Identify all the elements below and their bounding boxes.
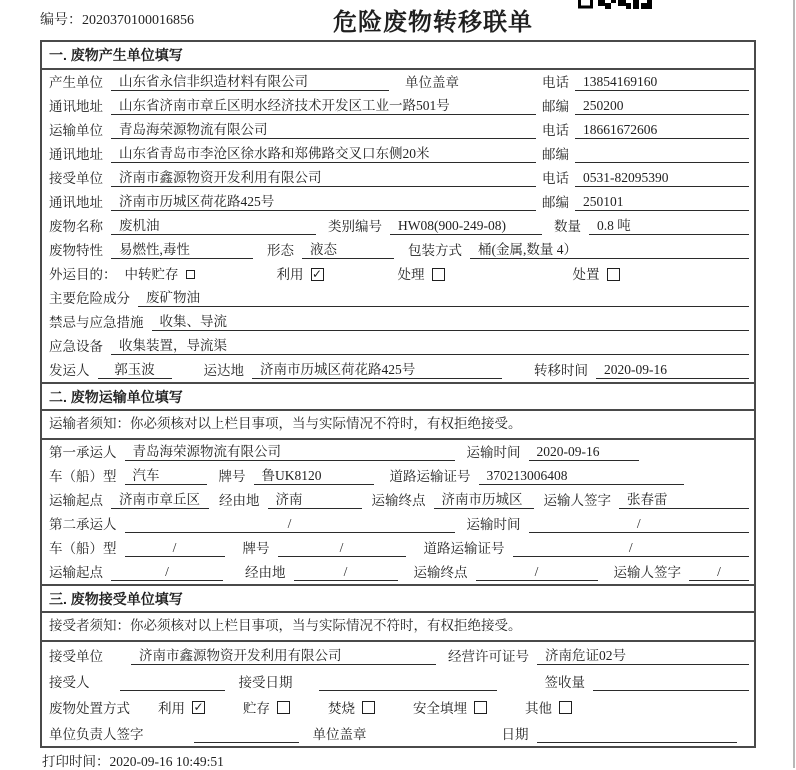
hazard-value: 废矿物油: [138, 289, 749, 307]
transporter-address-value: 山东省青岛市李沧区徐水路和郑佛路交叉口东侧20米: [111, 145, 536, 163]
vehicle2-label: 车（船）型: [49, 541, 117, 556]
transporter-label: 运输单位: [49, 123, 103, 138]
transporter-row: [42, 118, 754, 142]
transport-time2-label: 运输时间: [466, 517, 521, 532]
permit-label: 经营许可证号: [448, 649, 529, 664]
plate1-label: 牌号: [218, 469, 246, 484]
terminal2-label: 运输终点: [413, 565, 468, 580]
via2-value: /: [294, 563, 398, 581]
disposal-utilize-checkbox: [192, 701, 205, 714]
equipment-row: [42, 334, 754, 358]
disposal-landfill-label: 安全填埋: [413, 701, 467, 716]
doc-number-value: 2020370100016856: [82, 13, 194, 28]
transport-time2-value: /: [529, 515, 750, 533]
acceptor-label: 接受人: [49, 675, 90, 690]
transfer-time-label: 转移时间: [534, 363, 588, 378]
producer-address-label: 通讯地址: [49, 99, 103, 114]
date-label: 日期: [501, 727, 529, 742]
section-1-header: 一. 废物产生单位填写: [42, 42, 754, 70]
doc-number-label: 编号：: [40, 13, 82, 28]
sign-qty-value: [593, 674, 749, 691]
producer-phone-label: 电话: [542, 75, 569, 90]
accept-unit-row: [42, 642, 754, 668]
accept-unit-label: 接受单位: [49, 649, 103, 664]
waste-character-value: 易燃性,毒性: [111, 241, 253, 259]
vehicle1-value: 汽车: [125, 467, 207, 485]
origin2-label: 运输起点: [49, 565, 103, 580]
accept-date-value: [319, 674, 497, 691]
via1-value: 济南: [268, 491, 362, 509]
responsible-value: [194, 726, 299, 743]
acceptor-value: [120, 674, 225, 691]
shipper-row: [42, 358, 754, 382]
receiver-value: 济南市鑫源物资开发利用有限公司: [111, 169, 536, 187]
receiver-address-value: 济南市历城区荷花路425号: [111, 193, 536, 211]
transporter-value: 青岛海荣源物流有限公司: [111, 121, 536, 139]
producer-zip-value: 250200: [575, 97, 749, 115]
purpose-dispose-checkbox: [607, 268, 620, 281]
print-time: [42, 750, 224, 770]
form-value: 液态: [302, 241, 394, 259]
destination-value: 济南市历城区荷花路425号: [252, 361, 502, 379]
via2-label: 经由地: [245, 565, 286, 580]
disposal-incinerate-label: 焚烧: [328, 701, 355, 716]
plate2-label: 牌号: [242, 541, 270, 556]
receiver-zip-label: 邮编: [542, 195, 569, 210]
producer-address-row: [42, 94, 754, 118]
disposal-utilize-label: 利用: [158, 701, 185, 716]
origin2-value: /: [111, 563, 223, 581]
disposal-other-label: 其他: [525, 701, 552, 716]
category-label: 类别编号: [328, 219, 382, 234]
section-3-header: 三. 废物接受单位填写: [42, 584, 754, 613]
unit-seal-label-2: 单位盖章: [312, 727, 367, 742]
accept-date-label: 接受日期: [238, 675, 293, 690]
accept-unit-value: 济南市鑫源物资开发利用有限公司: [131, 647, 436, 665]
purpose-treat-checkbox: [432, 268, 445, 281]
receiver-phone-value: 0531-82095390: [575, 169, 749, 187]
receiver-phone-label: 电话: [542, 171, 569, 186]
shipper-label: 发运人: [49, 363, 90, 378]
transporter-zip-label: 邮编: [542, 147, 569, 162]
producer-address-value: 山东省济南市章丘区明水经济技术开发区工业一路501号: [111, 97, 536, 115]
carrier1-label: 第一承运人: [49, 445, 117, 460]
disposal-row: [42, 694, 754, 720]
unit-seal-label: 单位盖章: [405, 75, 459, 90]
license1-value: 370213006408: [479, 467, 684, 485]
origin1-value: 济南市章丘区: [111, 491, 209, 509]
sign1-value: 张春雷: [619, 491, 749, 509]
route1-row: [42, 488, 754, 512]
carrier2-label: 第二承运人: [49, 517, 117, 532]
license2-label: 道路运输证号: [423, 541, 505, 556]
equipment-value: 收集装置，导流渠: [111, 337, 749, 355]
packing-label: 包装方式: [408, 243, 462, 258]
vehicle1-label: 车（船）型: [49, 469, 117, 484]
form-label: 形态: [267, 243, 294, 258]
purpose-transfer-storage-label: 中转贮存: [124, 267, 179, 282]
permit-value: 济南危证02号: [537, 647, 749, 665]
transfer-time-value: 2020-09-16: [596, 361, 749, 379]
vehicle2-value: /: [125, 539, 225, 557]
producer-value: 山东省永信非织造材料有限公司: [111, 73, 389, 91]
page-title: 危险废物转移联单: [333, 9, 533, 36]
carrier2-row: [42, 512, 754, 536]
vehicle2-row: [42, 536, 754, 560]
disposal-landfill-checkbox: [474, 701, 487, 714]
carrier1-value: 青岛海荣源物流有限公司: [125, 443, 455, 461]
purpose-row: [42, 262, 754, 286]
carrier2-value: /: [125, 515, 455, 533]
purpose-transfer-storage-checkbox: [186, 270, 195, 279]
sign2-label: 运输人签字: [613, 565, 681, 580]
license2-value: /: [513, 539, 750, 557]
disposal-incinerate-checkbox: [362, 701, 375, 714]
waste-character-row: [42, 238, 754, 262]
waste-name-label: 废物名称: [49, 219, 103, 234]
transfer-form-table: [40, 40, 756, 748]
producer-zip-label: 邮编: [542, 99, 569, 114]
print-time-value: 2020-09-16 10:49:51: [109, 754, 224, 769]
date-value: [537, 726, 738, 743]
responsible-row: [42, 720, 754, 746]
packing-value: 桶(金属,数量 4）: [470, 241, 749, 259]
transporter-phone-label: 电话: [542, 123, 569, 138]
origin1-label: 运输起点: [49, 493, 103, 508]
receiver-notice: 接受者须知：你必须核对以上栏目事项，当与实际情况不符时，有权拒绝接受。: [42, 613, 754, 642]
responsible-label: 单位负责人签字: [49, 727, 144, 742]
sign2-value: /: [689, 563, 749, 581]
license1-label: 道路运输证号: [389, 469, 471, 484]
disposal-store-checkbox: [277, 701, 290, 714]
waste-character-label: 废物特性: [49, 243, 103, 258]
transporter-notice: 运输者须知：你必须核对以上栏目事项，当与实际情况不符时，有权拒绝接受。: [42, 411, 754, 440]
producer-row: [42, 70, 754, 94]
receiver-address-row: [42, 190, 754, 214]
plate1-value: 鲁UK8120: [254, 467, 374, 485]
receiver-address-label: 通讯地址: [49, 195, 103, 210]
transporter-address-label: 通讯地址: [49, 147, 103, 162]
shipper-value: 郭玉波: [98, 361, 172, 379]
waste-name-row: [42, 214, 754, 238]
taboo-label: 禁忌与应急措施: [49, 315, 144, 330]
transport-time1-label: 运输时间: [466, 445, 521, 460]
acceptor-row: [42, 668, 754, 694]
carrier1-row: [42, 440, 754, 464]
purpose-utilize-checkbox: [311, 268, 324, 281]
qty-label: 数量: [554, 219, 581, 234]
route2-row: [42, 560, 754, 584]
qr-code-fragment: [578, 0, 652, 10]
receiver-row: [42, 166, 754, 190]
transporter-address-row: [42, 142, 754, 166]
destination-label: 运达地: [203, 363, 244, 378]
vehicle1-row: [42, 464, 754, 488]
category-value: HW08(900-249-08): [390, 217, 542, 235]
waste-name-value: 废机油: [111, 217, 316, 235]
qty-value: 0.8 吨: [589, 217, 749, 235]
page-edge-line: [793, 0, 795, 768]
purpose-label: 外运目的：: [49, 267, 117, 282]
via1-label: 经由地: [219, 493, 260, 508]
terminal1-label: 运输终点: [371, 493, 426, 508]
plate2-value: /: [278, 539, 406, 557]
sign1-label: 运输人签字: [543, 493, 611, 508]
equipment-label: 应急设备: [49, 339, 103, 354]
purpose-treat-label: 处理: [397, 267, 425, 282]
receiver-zip-value: 250101: [575, 193, 749, 211]
taboo-row: [42, 310, 754, 334]
section-2-header: 二. 废物运输单位填写: [42, 382, 754, 411]
disposal-label: 废物处置方式: [49, 701, 130, 716]
sign-qty-label: 签收量: [544, 675, 585, 690]
producer-phone-value: 13854169160: [575, 73, 749, 91]
terminal1-value: 济南市历城区: [434, 491, 534, 509]
print-time-label: 打印时间：: [42, 754, 110, 769]
transport-time1-value: 2020-09-16: [529, 443, 639, 461]
receiver-label: 接受单位: [49, 171, 103, 186]
taboo-value: 收集、导流: [152, 313, 750, 331]
disposal-other-checkbox: [559, 701, 572, 714]
purpose-utilize-label: 利用: [276, 267, 304, 282]
transporter-phone-value: 18661672606: [575, 121, 749, 139]
hazard-row: [42, 286, 754, 310]
purpose-dispose-label: 处置: [572, 267, 600, 282]
terminal2-value: /: [476, 563, 598, 581]
hazard-label: 主要危险成分: [49, 291, 130, 306]
producer-label: 产生单位: [49, 75, 103, 90]
transporter-zip-value: [575, 146, 749, 163]
disposal-store-label: 贮存: [243, 701, 270, 716]
